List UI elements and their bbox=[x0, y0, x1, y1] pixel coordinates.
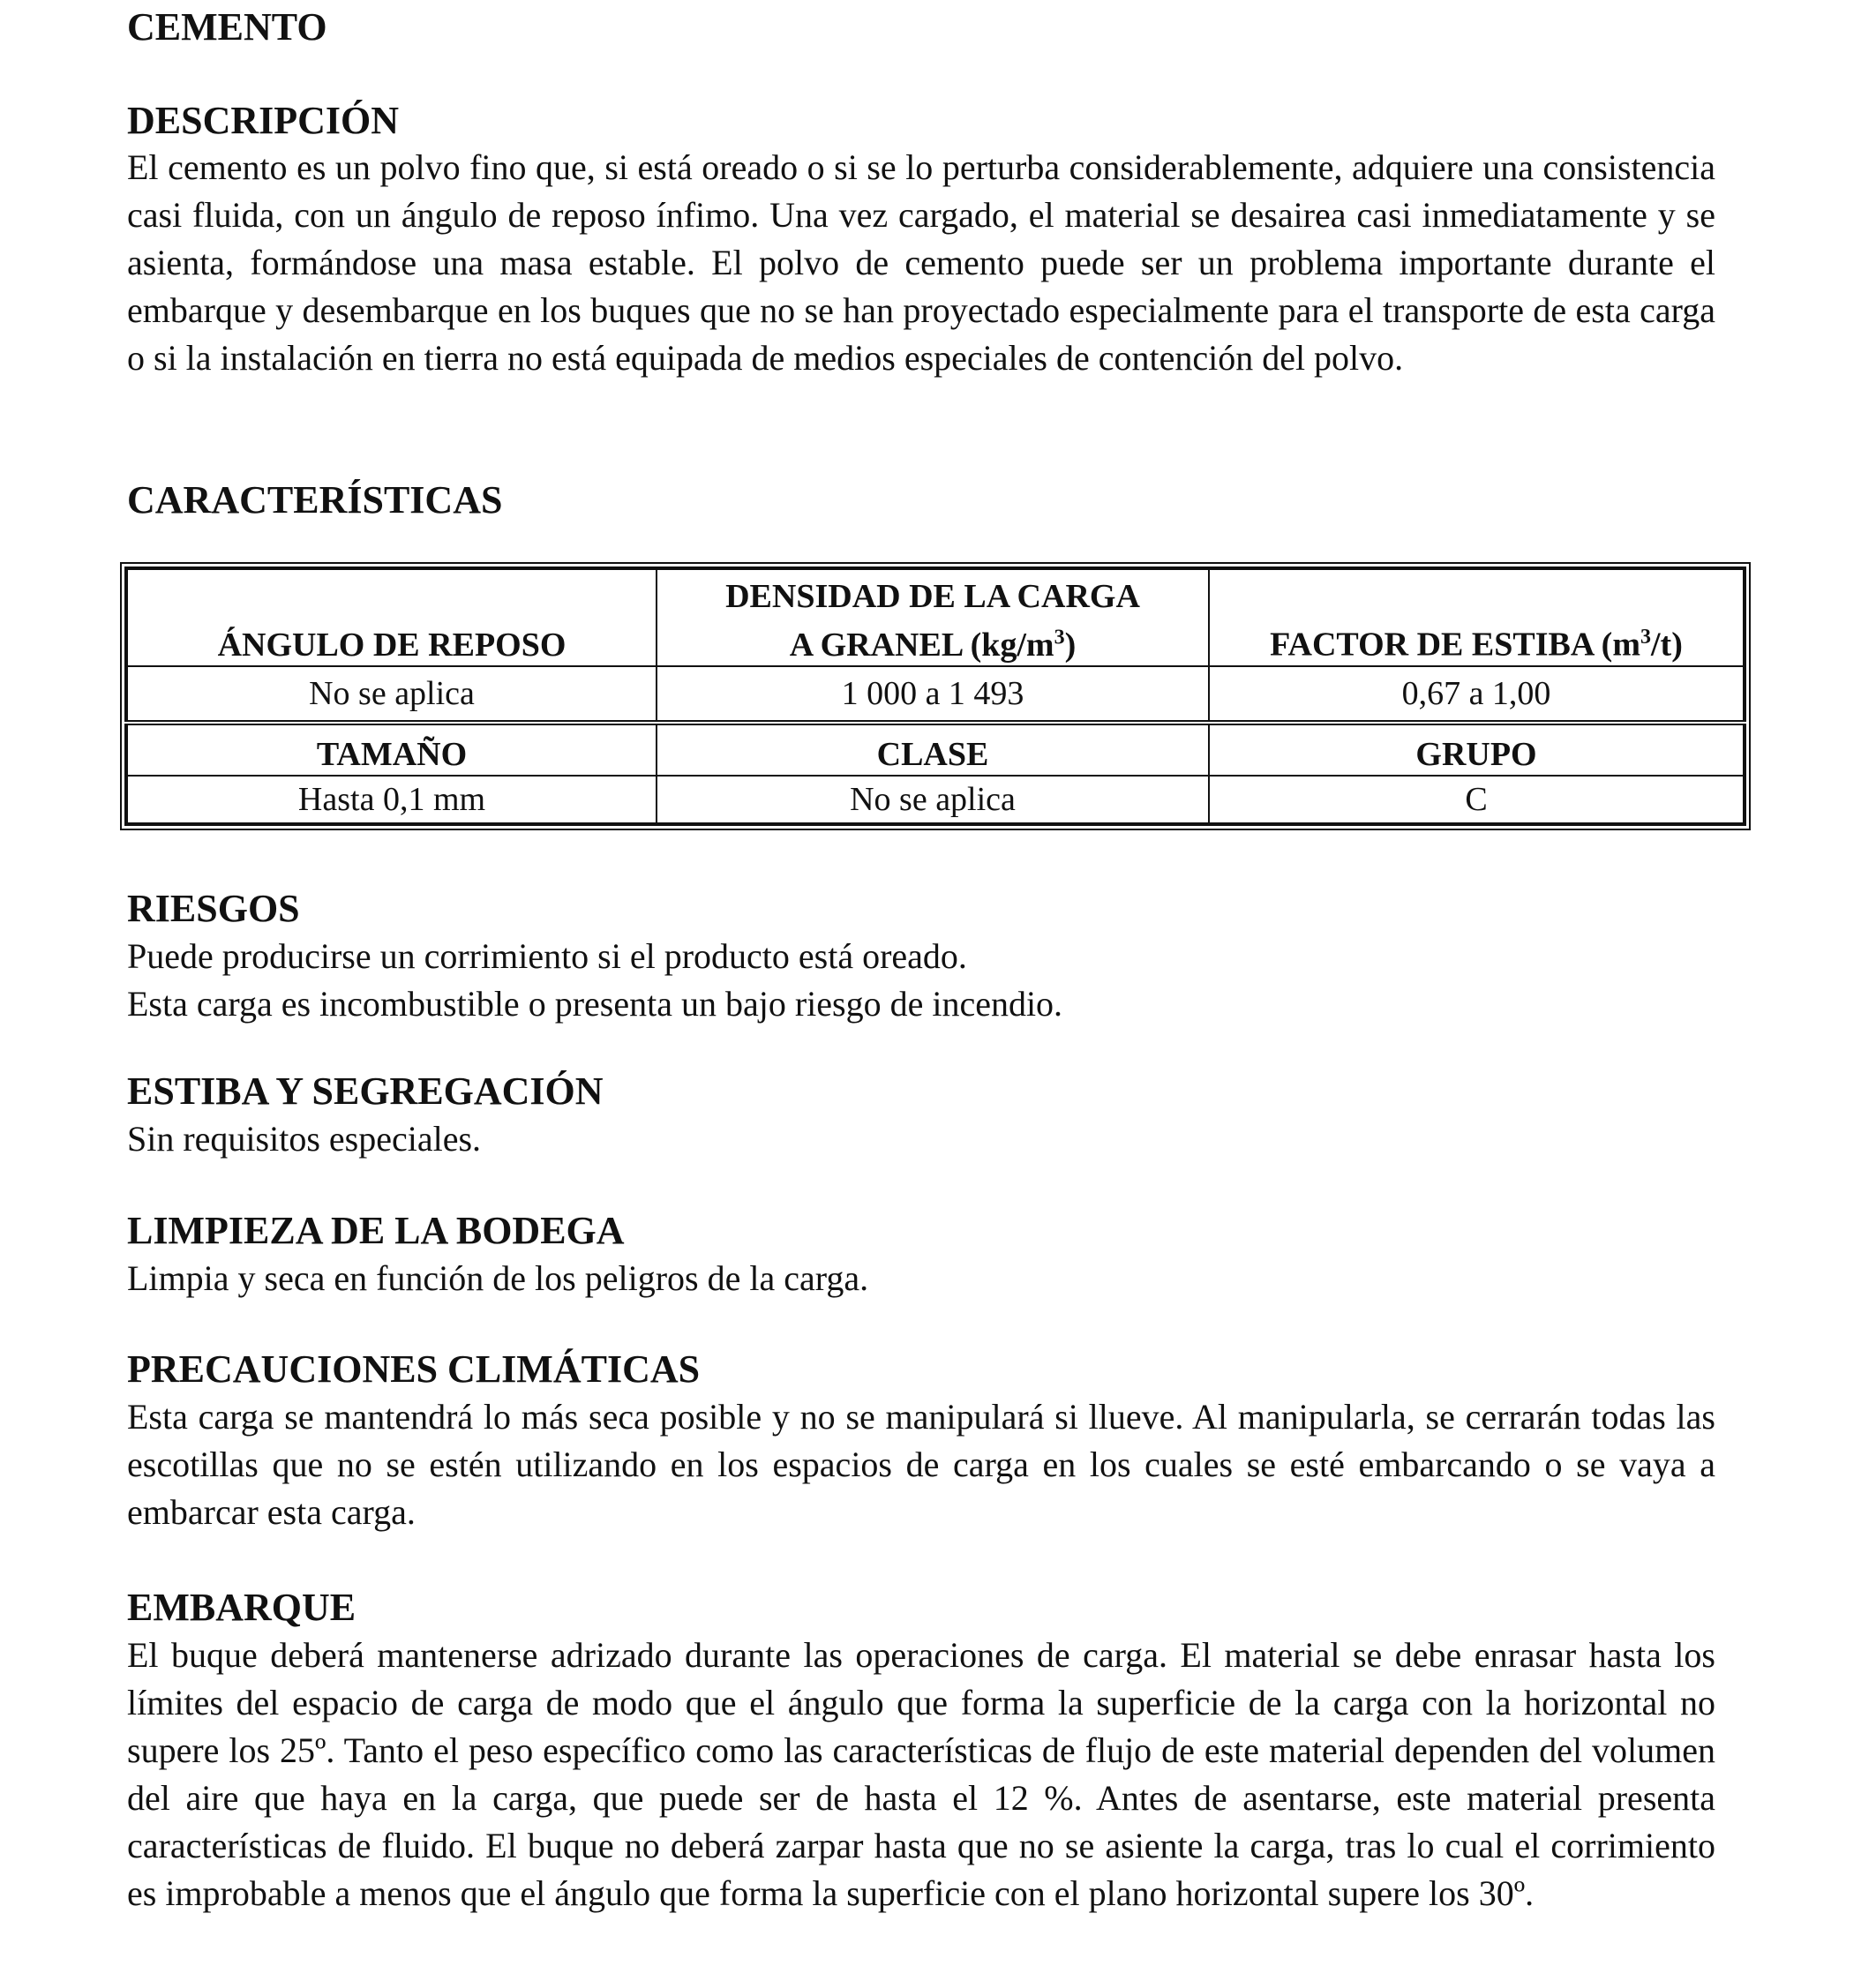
value-clase: No se aplica bbox=[657, 776, 1209, 824]
document-title: CEMENTO bbox=[127, 5, 327, 49]
header-tamano: TAMAÑO bbox=[126, 723, 657, 776]
header-clase: CLASE bbox=[657, 723, 1209, 776]
descripcion-text: El cemento es un polvo fino que, si está oreado o si se lo perturba considerablemente, adquiere una consistencia casi fluida, con un ángulo de reposo ínfimo. Una vez cargado, el material se desairea casi inmediatamente y se asienta, formándose una masa estable. El polvo de cemento puede ser un problema importante durante el embarque y desembarque en los buques que no se han proyectado especialmente para el transporte de esta carga o si la instalación en tierra no está equipada de medios especiales de contención del polvo. bbox=[127, 147, 1715, 378]
precauciones-text: Esta carga se mantendrá lo más seca posible y no se manipulará si llueve. Al manipularla, se cerrarán todas las escotillas que no se estén utilizando en los espacios de carga en los cuales se esté embarcando o se vaya a embarcar esta carga. bbox=[127, 1397, 1715, 1532]
value-factor-estiba: 0,67 a 1,00 bbox=[1209, 666, 1745, 723]
riesgos-text bbox=[127, 933, 1062, 1028]
precauciones-heading: PRECAUCIONES CLIMÁTICAS bbox=[127, 1347, 701, 1391]
descripcion-heading: DESCRIPCIÓN bbox=[127, 99, 400, 142]
value-tamano: Hasta 0,1 mm bbox=[126, 776, 657, 824]
riesgos-heading: RIESGOS bbox=[127, 887, 300, 930]
header-densidad-line2: A GRANEL $(kg/m^3)$ bbox=[789, 626, 1077, 664]
value-grupo: C bbox=[1209, 776, 1745, 824]
characteristics-table-wrap bbox=[124, 567, 1743, 826]
limpieza-text: Limpia y seca en función de los peligros de la carga. bbox=[127, 1258, 869, 1298]
caracteristicas-heading: CARACTERÍSTICAS bbox=[127, 478, 503, 522]
header-grupo: GRUPO bbox=[1209, 723, 1745, 776]
value-densidad: 1 000 a 1 493 bbox=[657, 666, 1209, 723]
embarque-heading: EMBARQUE bbox=[127, 1586, 356, 1629]
estiba-heading: ESTIBA Y SEGREGACIÓN bbox=[127, 1069, 604, 1113]
table-row bbox=[126, 776, 1745, 824]
header-angulo-reposo: ÁNGULO DE REPOSO bbox=[126, 568, 657, 666]
estiba-text: Sin requisitos especiales. bbox=[127, 1119, 482, 1159]
header-densidad-line1: DENSIDAD DE LA CARGA bbox=[725, 578, 1140, 616]
table-header-row bbox=[126, 568, 1745, 666]
riesgos-line-2: Esta carga es incombustible o presenta un bajo riesgo de incendio. bbox=[127, 984, 1063, 1024]
table-row bbox=[126, 666, 1745, 723]
table-header-row bbox=[126, 723, 1745, 776]
embarque-text: El buque deberá mantenerse adrizado durante las operaciones de carga. El material se debe enrasar hasta los límites del espacio de carga de modo que el ángulo que forma la superficie de la carga con la horizontal no supere los 25º. Tanto el peso específico como las características de flujo de este material dependen del volumen del aire que haya en la carga, que puede ser de hasta el 12 %. Antes de asentarse, este material presenta características de fluido. El buque no deberá zarpar hasta que no se asiente la carga, tras lo cual el corrimiento es improbable a menos que el ángulo que forma la superficie con el plano horizontal supere los 30º. bbox=[127, 1635, 1715, 1913]
limpieza-heading: LIMPIEZA DE LA BODEGA bbox=[127, 1209, 625, 1252]
value-angulo-reposo: No se aplica bbox=[126, 666, 657, 723]
characteristics-table bbox=[124, 567, 1746, 826]
header-factor-estiba: FACTOR DE ESTIBA $(m^3/t)$ bbox=[1209, 568, 1745, 666]
riesgos-line-1: Puede producirse un corrimiento si el producto está oreado. bbox=[127, 936, 967, 976]
header-densidad bbox=[657, 568, 1209, 666]
